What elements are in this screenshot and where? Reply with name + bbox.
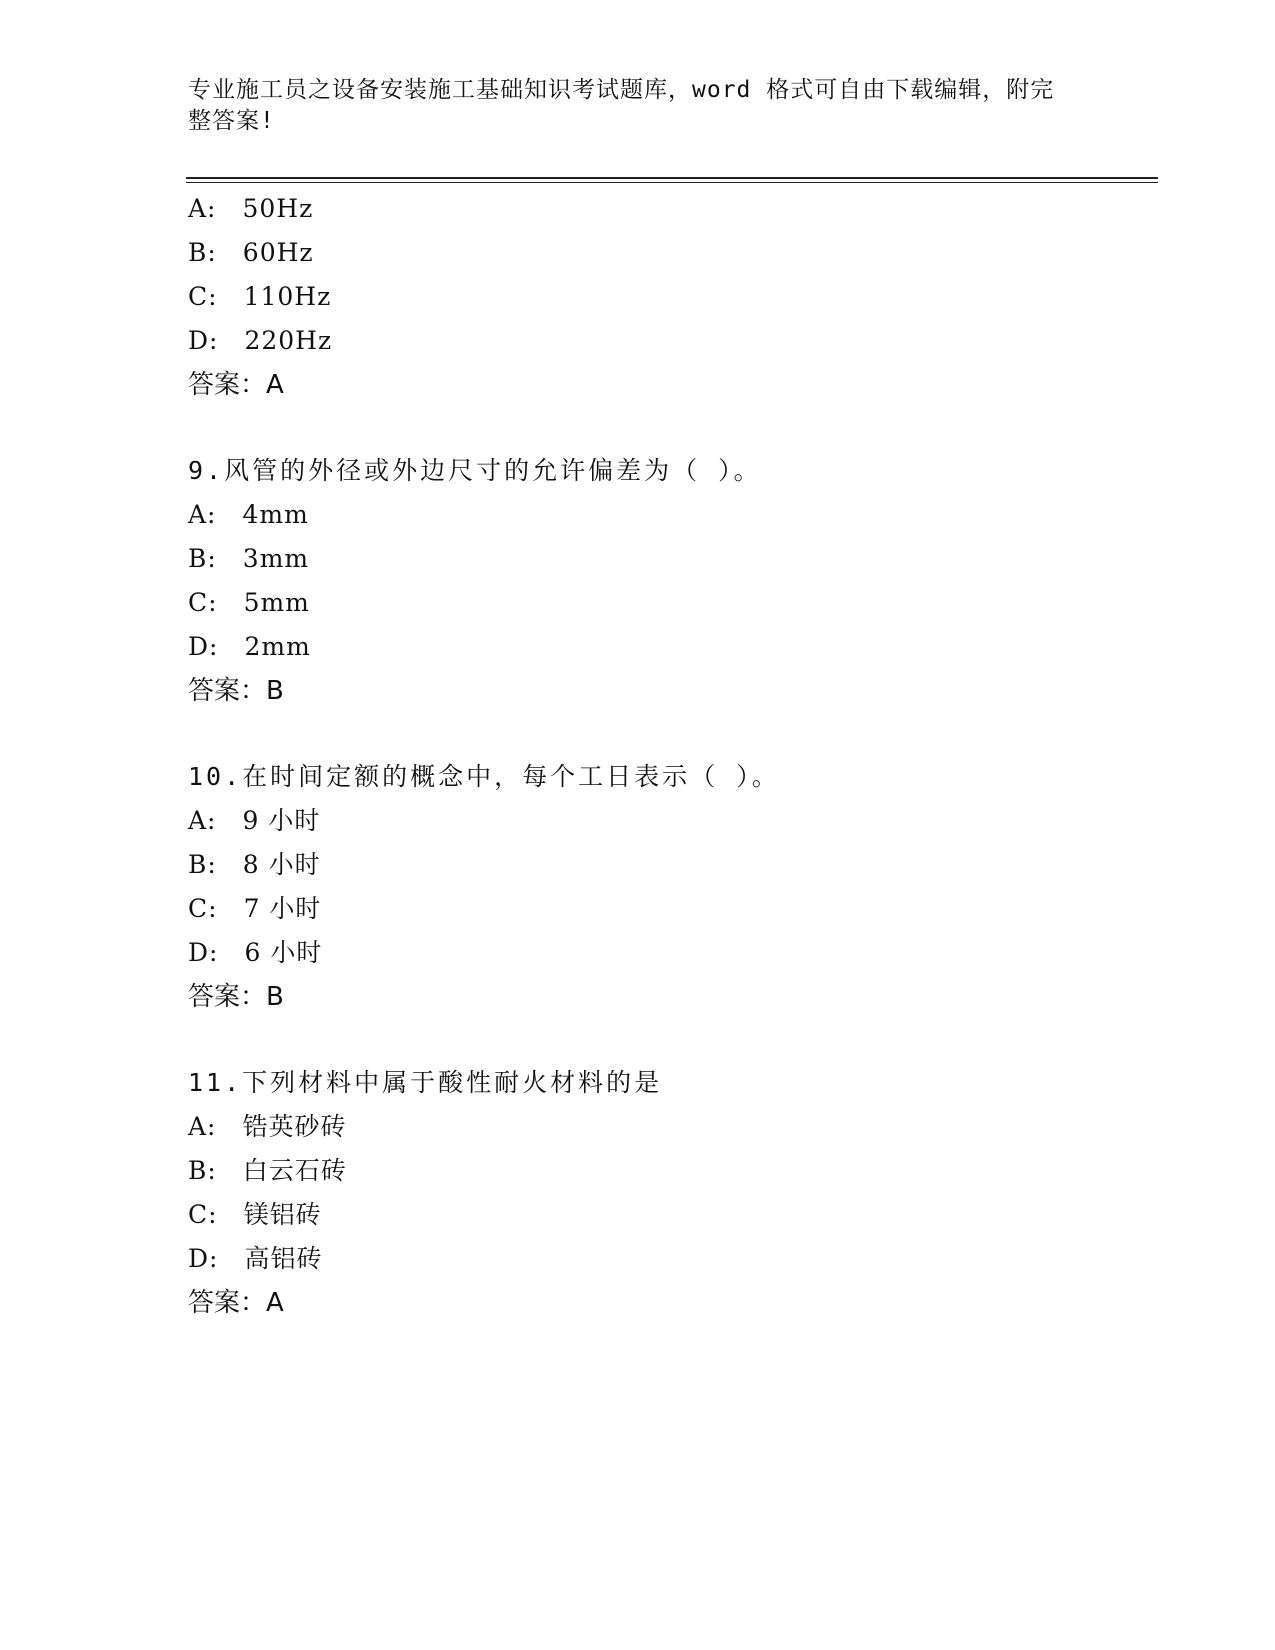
option-text: 220Hz <box>244 326 333 355</box>
question-11-option-b <box>188 1156 347 1186</box>
question-8-option-b <box>188 238 314 268</box>
header-line-2: 整答案! <box>188 108 275 134</box>
question-9-option-a <box>188 500 309 530</box>
question-8-option-c <box>188 282 331 312</box>
option-letter: B: <box>188 544 217 573</box>
option-text: 60Hz <box>242 238 314 267</box>
question-8-answer: 答案：A <box>188 370 284 400</box>
option-letter: B: <box>188 850 217 879</box>
question-11-stem: 11.下列材料中属于酸性耐火材料的是 <box>188 1068 663 1097</box>
option-letter: B: <box>188 238 217 267</box>
option-text: 3mm <box>242 544 310 573</box>
option-text: 7 小时 <box>243 894 322 923</box>
option-letter: A: <box>188 1112 217 1141</box>
option-letter: D: <box>188 632 219 661</box>
question-10-answer: 答案：B <box>188 982 284 1012</box>
option-letter: D: <box>188 1244 219 1273</box>
header-divider-thick <box>186 177 1158 179</box>
question-9-answer: 答案：B <box>188 676 284 706</box>
option-letter: C: <box>188 282 218 311</box>
option-text: 高铝砖 <box>244 1244 323 1273</box>
question-10-option-c <box>188 894 321 924</box>
question-9-option-d <box>188 632 311 662</box>
question-11-option-a <box>188 1112 347 1142</box>
header-divider-thin <box>186 182 1158 183</box>
question-10-option-a <box>188 806 320 836</box>
question-9-option-c <box>188 588 310 618</box>
option-text: 镁铝砖 <box>243 1200 322 1229</box>
question-11-option-c <box>188 1200 322 1230</box>
question-11-option-d <box>188 1244 322 1274</box>
option-letter: B: <box>188 1156 217 1185</box>
question-10-stem: 10.在时间定额的概念中，每个工日表示（ ）。 <box>188 762 780 791</box>
option-letter: A: <box>188 806 217 835</box>
option-text: 8 小时 <box>242 850 321 879</box>
question-9-stem: 9.风管的外径或外边尺寸的允许偏差为（ ）。 <box>188 456 762 485</box>
question-8-option-d <box>188 326 332 356</box>
option-letter: C: <box>188 1200 218 1229</box>
question-10-option-d <box>188 938 322 968</box>
option-letter: A: <box>188 194 217 223</box>
option-text: 6 小时 <box>244 938 323 967</box>
option-letter: C: <box>188 588 218 617</box>
header-line-1: 专业施工员之设备安装施工基础知识考试题库，word 格式可自由下载编辑，附完 <box>188 77 1055 103</box>
option-text: 白云石砖 <box>242 1156 347 1185</box>
option-text: 50Hz <box>242 194 314 223</box>
question-8-option-a <box>188 194 313 224</box>
option-text: 110Hz <box>243 282 332 311</box>
question-9-option-b <box>188 544 309 574</box>
option-text: 4mm <box>242 500 309 529</box>
option-text: 5mm <box>243 588 310 617</box>
document-header <box>188 75 1068 137</box>
question-11-answer: 答案：A <box>188 1288 284 1318</box>
option-letter: A: <box>188 500 217 529</box>
option-letter: D: <box>188 938 219 967</box>
option-letter: D: <box>188 326 219 355</box>
option-text: 锆英砂砖 <box>242 1112 347 1141</box>
question-10-option-b <box>188 850 321 880</box>
option-text: 9 小时 <box>242 806 321 835</box>
option-letter: C: <box>188 894 218 923</box>
option-text: 2mm <box>244 632 311 661</box>
